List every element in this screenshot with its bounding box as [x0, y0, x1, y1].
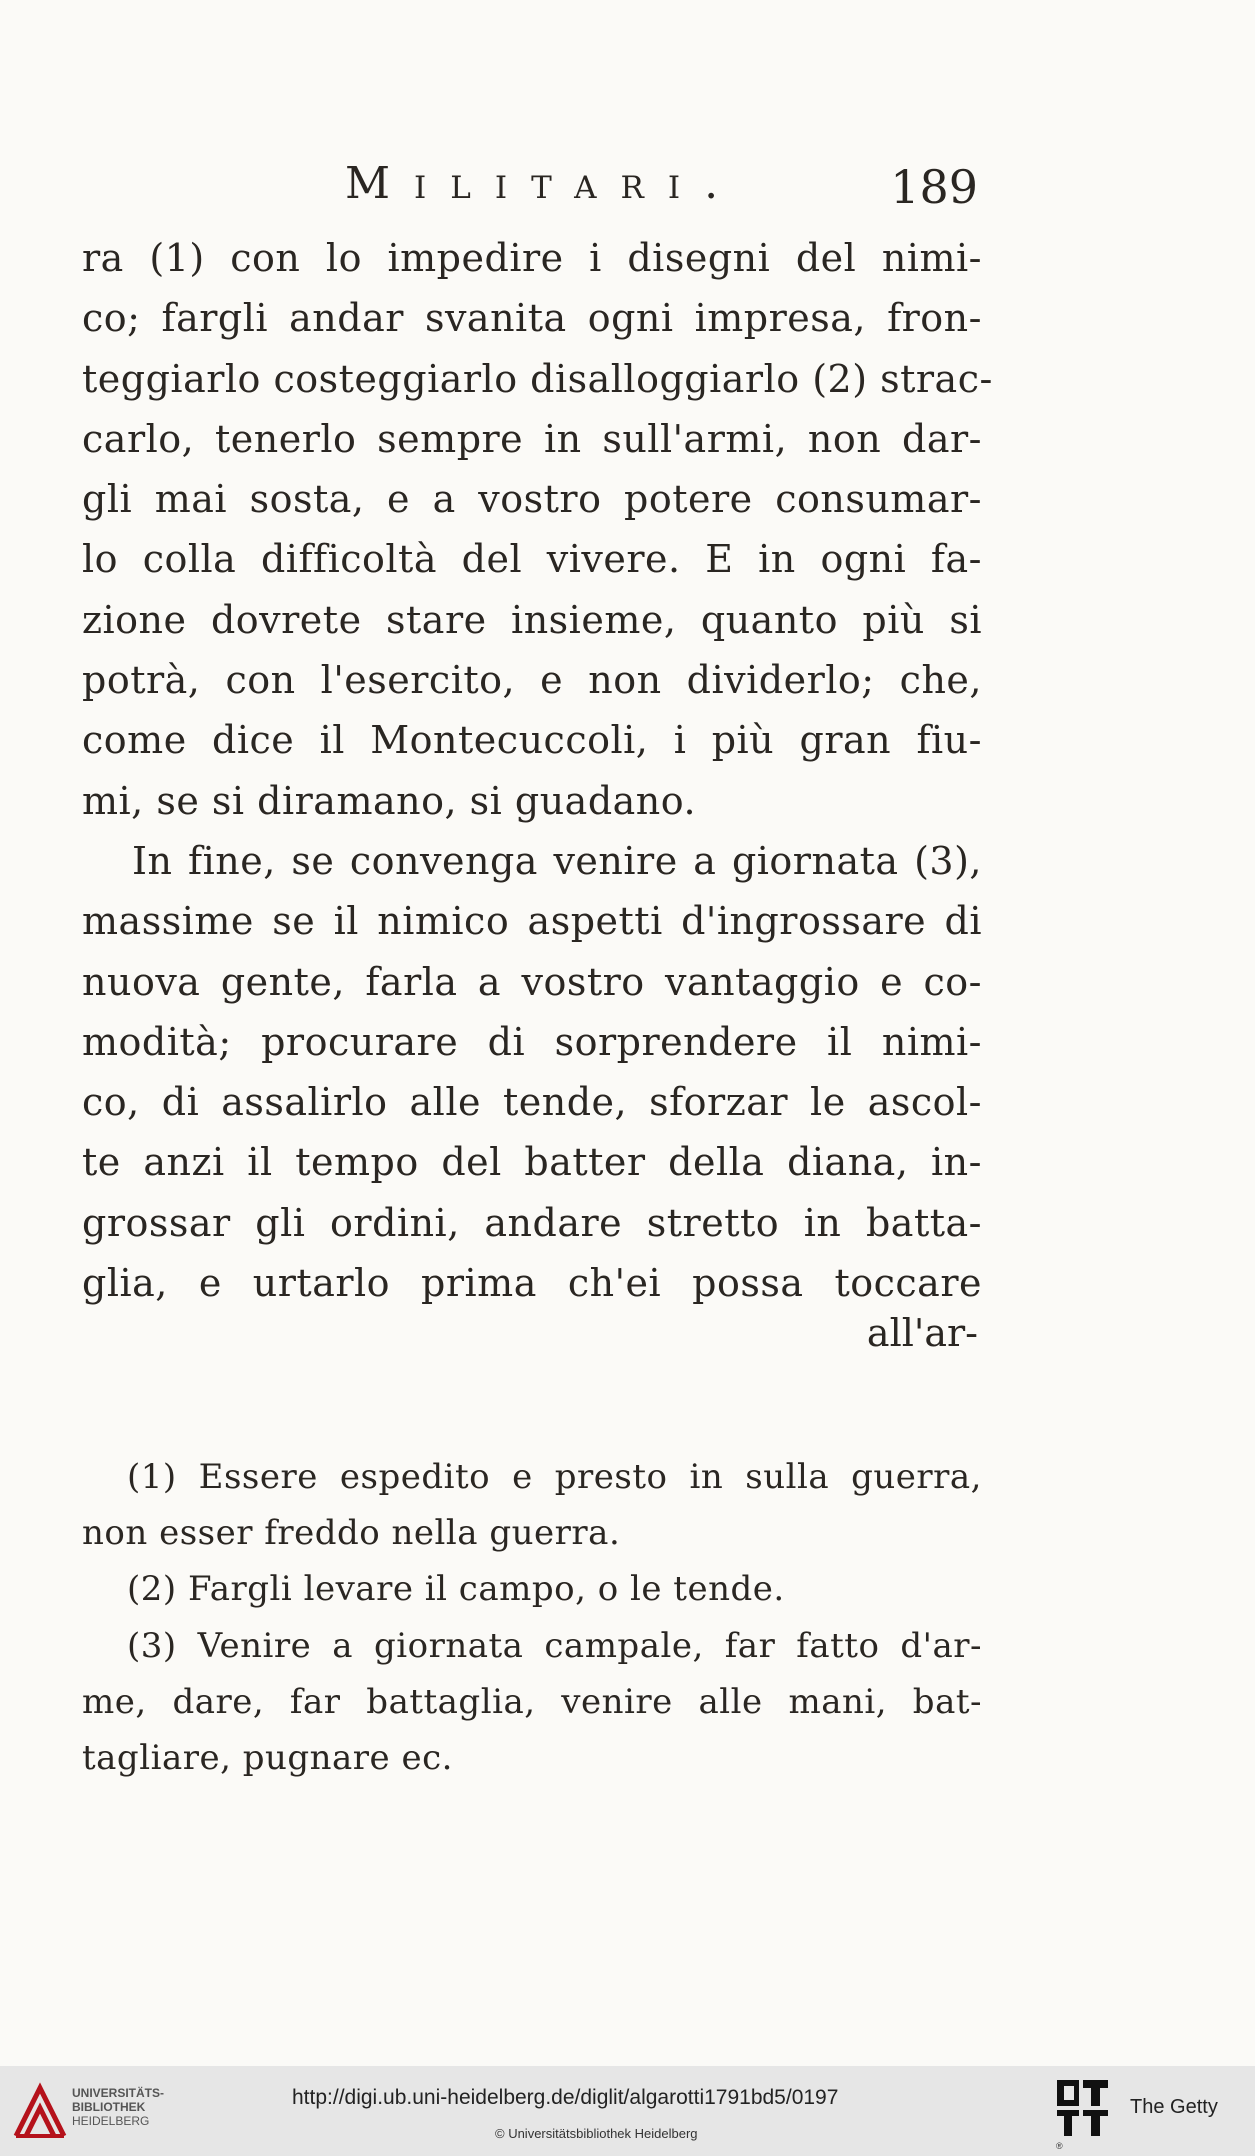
- page-header: [0, 158, 1255, 218]
- text-line: lo colla difficoltà del vivere. E in ogni fa-: [82, 537, 982, 582]
- text-line: glia, e urtarlo prima ch'ei possa toccare: [82, 1261, 982, 1306]
- text-line: potrà, con l'esercito, e non dividerlo; che,: [82, 658, 982, 703]
- text-line: gli mai sosta, e a vostro potere consumar-: [82, 477, 982, 522]
- text-line: mi, se si diramano, si guadano.: [82, 778, 697, 823]
- permalink-url[interactable]: http://digi.ub.uni-heidelberg.de/diglit/algarotti1791bd5/0197: [292, 2086, 839, 2109]
- page-number: 189: [890, 160, 978, 214]
- text-line: co; fargli andar svanita ogni impresa, fron-: [82, 296, 982, 341]
- text-line: carlo, tenerlo sempre in sull'armi, non dar-: [82, 416, 982, 461]
- text-line: te anzi il tempo del batter della diana, in-: [82, 1140, 982, 1185]
- text-line: nuova gente, farla a vostro vantaggio e co-: [82, 959, 982, 1004]
- text-line: massime se il nimico aspetti d'ingrossare di: [82, 899, 982, 944]
- text-line: teggiarlo costeggiarlo disalloggiarlo (2) strac-: [82, 356, 993, 401]
- main-text: [82, 228, 993, 1313]
- copyright-notice: © Universitätsbibliothek Heidelberg: [495, 2126, 698, 2141]
- footnote-line: (2) Fargli levare il campo, o le tende.: [127, 1569, 785, 1610]
- catchword: all'ar-: [866, 1311, 978, 1355]
- footnote-line: tagliare, pugnare ec.: [82, 1737, 453, 1778]
- footnote-line: (1) Essere espedito e presto in sulla guerra,: [127, 1457, 982, 1497]
- text-line: ra (1) con lo impedire i disegni del nimi-: [82, 236, 982, 280]
- footer-bar: [0, 2066, 1255, 2156]
- text-line: In fine, se convenga venire a giornata (3),: [132, 838, 982, 883]
- registered-mark: ®: [1056, 2141, 1063, 2151]
- text-line: co, di assalirlo alle tende, sforzar le ascol-: [82, 1080, 982, 1125]
- footnotes: [82, 1449, 982, 1786]
- library-name-line: BIBLIOTHEK: [72, 2100, 146, 2114]
- getty-logo-icon: [1055, 2078, 1110, 2138]
- text-line: grossar gli ordini, andare stretto in batta-: [82, 1200, 982, 1245]
- footnote-line: non esser freddo nella guerra.: [82, 1513, 621, 1554]
- footnote-line: (3) Venire a giornata campale, far fatto d'ar-: [127, 1625, 982, 1666]
- university-library-logo-icon: [12, 2082, 68, 2140]
- university-library-name: [72, 2086, 164, 2128]
- text-line: come dice il Montecuccoli, i più gran fiu-: [82, 718, 982, 763]
- library-name-line: HEIDELBERG: [72, 2114, 150, 2128]
- text-line: modità; procurare di sorprendere il nimi-: [82, 1019, 982, 1064]
- text-line: zione dovrete stare insieme, quanto più si: [82, 597, 982, 642]
- footnote-line: me, dare, far battaglia, venire alle mani, bat-: [82, 1681, 982, 1722]
- running-title: Militari.: [345, 158, 743, 209]
- getty-name: The Getty: [1130, 2096, 1218, 2118]
- library-name-line: UNIVERSITÄTS-: [72, 2086, 165, 2100]
